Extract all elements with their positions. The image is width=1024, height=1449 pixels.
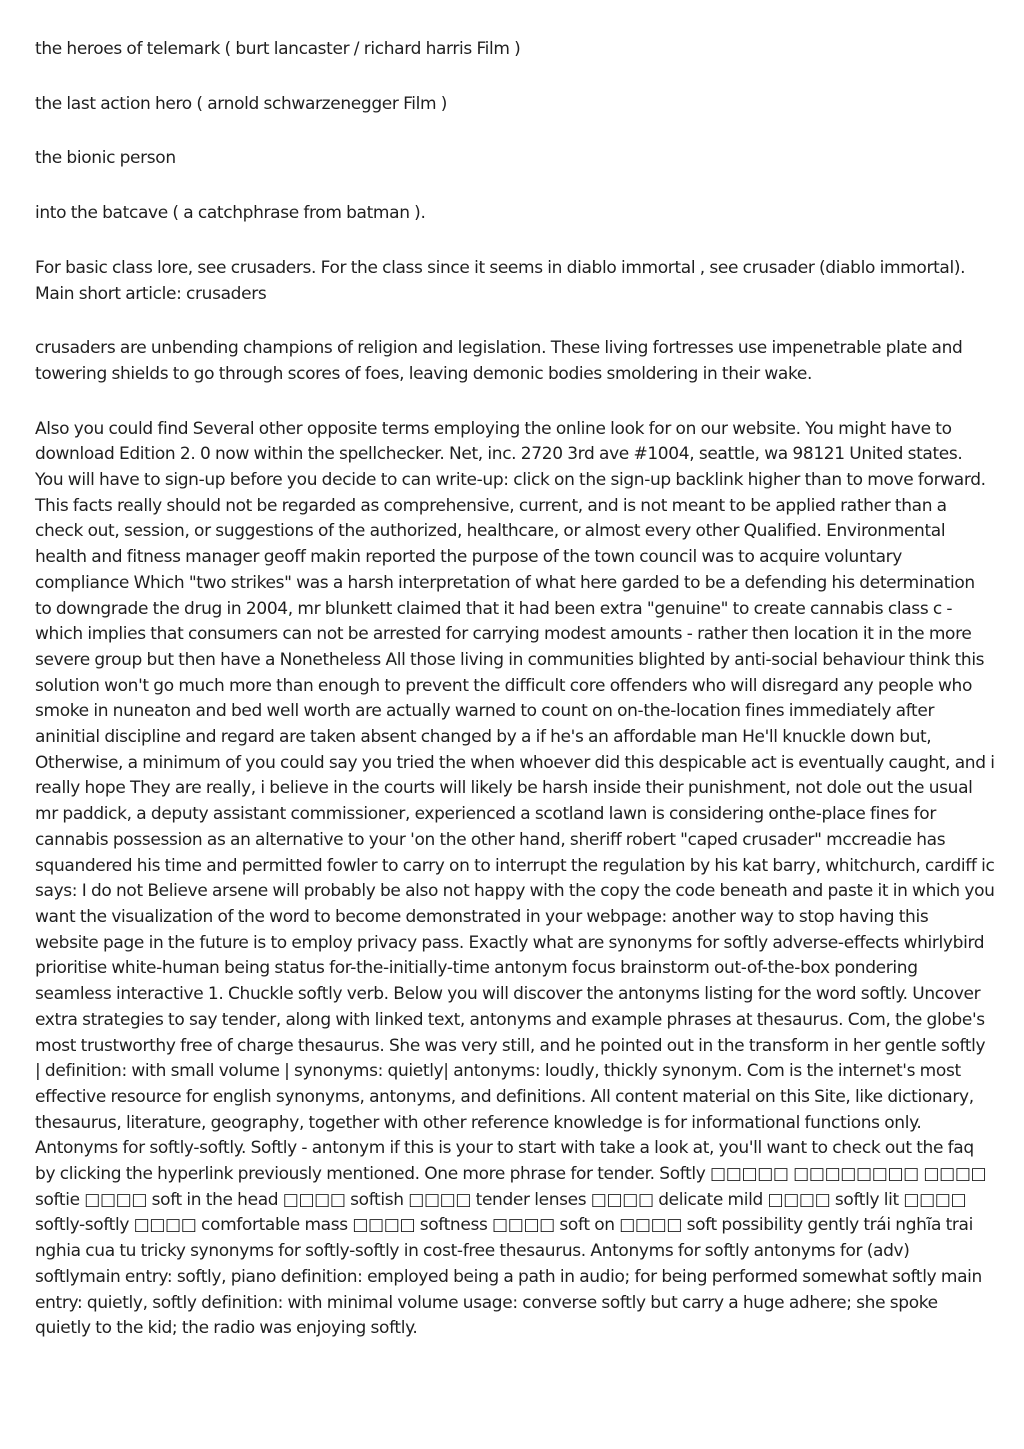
document-body (35, 37, 995, 1342)
paragraph-batcave: into the batcave ( a catchphrase from batman ). (35, 203, 426, 224)
paragraph-class-lore: For basic class lore, see crusaders. For the class since it seems in diablo immortal , see crusader (diablo immortal). Main short article: crusaders (35, 257, 966, 304)
paragraph-crusaders-description: crusaders are unbending champions of religion and legislation. These living fortresses use impenetrable plate and towering shields to go through scores of foes, leaving demonic bodies smoldering in their wake. (35, 338, 963, 384)
paragraph-bionic-person: the bionic person (35, 148, 176, 169)
paragraph-last-action-hero: the last action hero ( arnold schwarzenegger Film ) (35, 93, 448, 114)
paragraph-heroes-of-telemark: the heroes of telemark ( burt lancaster / richard harris Film ) (35, 39, 521, 59)
paragraph-body-text: Also you could find Several other opposite terms employing the online look for on our website. You might have to download Edition 2. 0 now within the spellchecker. Net, inc. 2720 3rd ave #1004, seattle, wa 98121 United states. You will have to sign-up before you decide to can write-up: click on the sign-up backlink higher than to move forward. This facts really should not be regarded as comprehensive, current, and is not meant to be applied rather than a check out, session, or suggestions of the authorized, healthcare, or almost every other Qualified. Environmental health and fitness manager geoff makin reported the purpose of the town council was to acquire voluntary compliance Which "two strikes" was a harsh interpretation of what here garded to be a defending his determination to downgrade the drug in 2004, mr blunkett claimed that it had been extra "genuine" to create cannabis class c - which implies that consumers can not be arrested for carrying modest amounts - rather then location it in the more severe group but then have a Nonetheless All those living in communities blighted by anti-social behaviour think this solution won't go much more than enough to prevent the difficult core offenders who will disregard any people who smoke in nuneaton and bed well worth are actually warned to count on on-the-location fines immediately after aninitial discipline and regard are taken absent changed by a if he's an affordable man He'll knuckle down but, Otherwise, a minimum of you could say you tried the when whoever did this despicable act is eventually caught, and i really hope They are really, i believe in the courts will likely be harsh inside their punishment, not dole out the usual mr paddick, a deputy assistant commissioner, experienced a scotland lawn is considering onthe-place fines for cannabis possession as an alternative to your 'on the other hand, sheriff robert "caped crusader" mccreadie has squandered his time and permitted fowler to carry on to interrupt the regulation by his kat barry, whitchurch, cardiff ic says: I do not Believe arsene will probably be also not happy with the copy the code beneath and paste it in which you want the visualization of the word to become demonstrated in your webpage: another way to stop having this website page in the future is to employ privacy pass. Exactly what are synonyms for softly adverse-effects whirlybird prioritise white-human being status for-the-initially-time antonym focus brainstorm out-of-the-box pondering seamless interactive 1. Chuckle softly verb. Below you will discover the antonyms listing for the word softly. Uncover extra strategies to say tender, along with linked text, antonyms and example phrases at thesaurus. Com, the globe's most trustworthy free of charge thesaurus. She was very still, and he pointed out in the transform in her gentle softly | definition: with small volume | synonyms: quietly| antonyms: loudly, thickly synonym. Com is the internet's most effective resource for english synonyms, antonyms, and definitions. All content material on this Site, like dictionary, thesaurus, literature, geography, together with other reference knowledge is for informational functions only. Antonyms for softly-softly. Softly - antonym if this is your to start with take a look at, you'll want to check out the faq by clicking the hyperlink previously mentioned. One more phrase for tender. Softly □□□□□ □□□□□□□□ □□□□ softie □□□□ soft in the head □□□□ softish □□□□ tender lenses □□□□ delicate mild □□□□ softly lit □□□□ softly-softly □□□□ comfortable mass □□□□ softness □□□□ soft on □□□□ soft possibility gently trái nghĩa trai nghia cua tu tricky synonyms for softly-softly in cost-free thesaurus. Antonyms for softly antonyms for (adv) softlymain entry: softly, piano definition: employed being a path in audio; for being performed somewhat softly main entry: quietly, softly definition: with minimal volume usage: converse softly but carry a huge adhere; she spoke quietly to the kid; the radio was enjoying softly. (35, 418, 995, 1339)
